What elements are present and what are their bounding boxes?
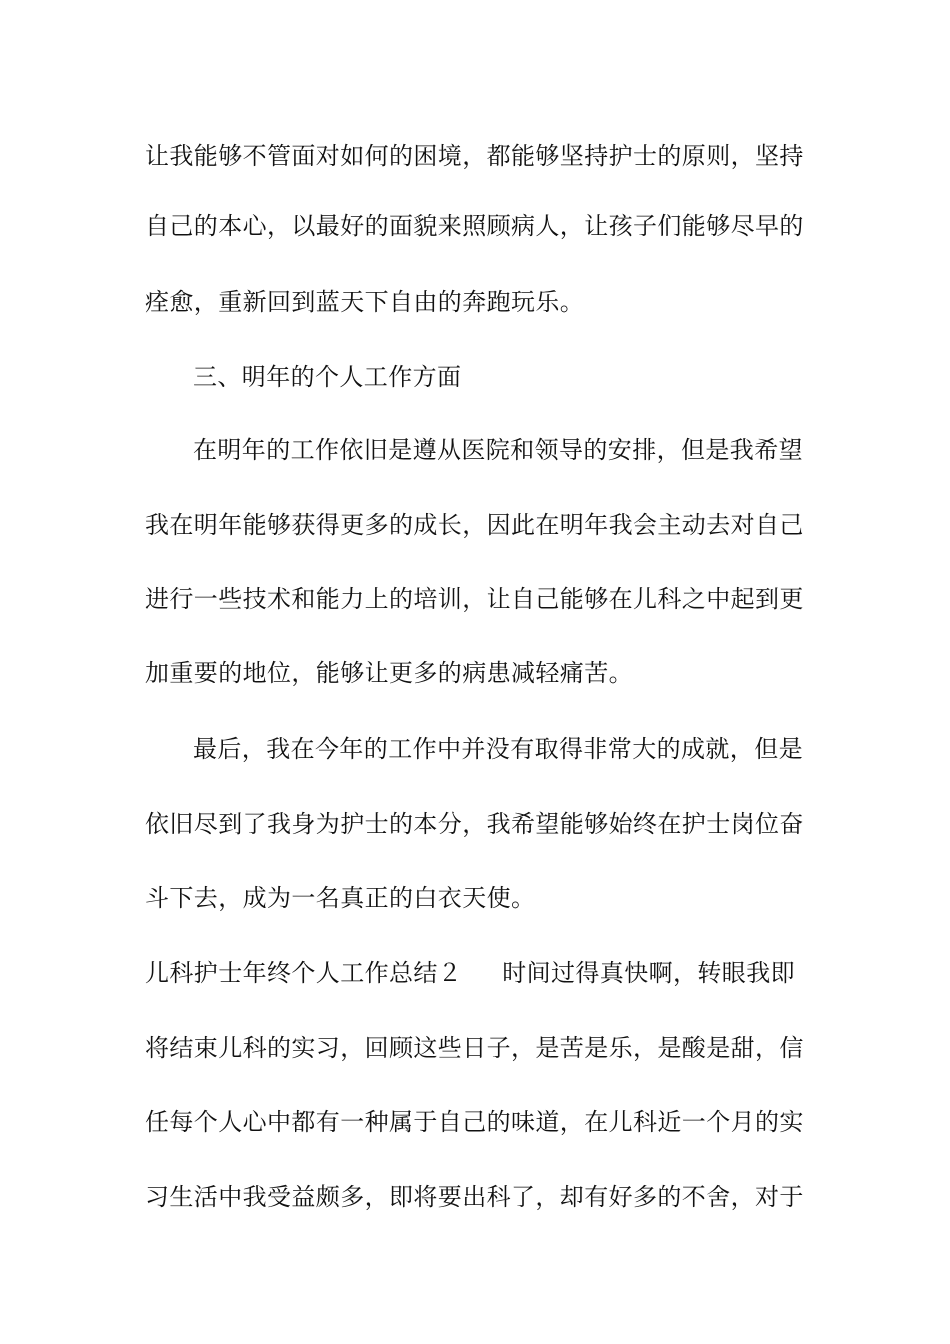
section-title-line <box>145 957 810 989</box>
text-line: 痊愈，重新回到蓝天下自由的奔跑玩乐。 <box>145 288 585 316</box>
text-line: 任每个人心中都有一种属于自己的味道，在儿科近一个月的实 <box>145 1108 804 1136</box>
text-line: 进行一些技术和能力上的培训，让自己能够在儿科之中起到更 <box>145 585 804 613</box>
paragraph-first-line: 在明年的工作依旧是遵从医院和领导的安排，但是我希望 <box>193 436 803 464</box>
section-title: 儿科护士年终个人工作总结２ <box>145 959 463 987</box>
text-line: 依旧尽到了我身为护士的本分，我希望能够始终在护士岗位奋 <box>145 810 804 838</box>
text-line: 习生活中我受益颇多，即将要出科了，却有好多的不舍，对于 <box>145 1183 804 1211</box>
section-heading: 三、明年的个人工作方面 <box>193 363 462 391</box>
text-line: 让我能够不管面对如何的困境，都能够坚持护士的原则，坚持 <box>145 142 804 170</box>
paragraph-start: 时间过得真快啊，转眼我即 <box>502 959 796 987</box>
text-line: 加重要的地位，能够让更多的病患减轻痛苦。 <box>145 659 633 687</box>
text-line: 自己的本心，以最好的面貌来照顾病人，让孩子们能够尽早的 <box>145 212 804 240</box>
text-line: 我在明年能够获得更多的成长，因此在明年我会主动去对自己 <box>145 511 804 539</box>
paragraph-first-line: 最后，我在今年的工作中并没有取得非常大的成就，但是 <box>193 735 803 763</box>
text-line: 斗下去，成为一名真正的白衣天使。 <box>145 884 536 912</box>
text-line: 将结束儿科的实习，回顾这些日子，是苦是乐，是酸是甜，信 <box>145 1034 804 1062</box>
